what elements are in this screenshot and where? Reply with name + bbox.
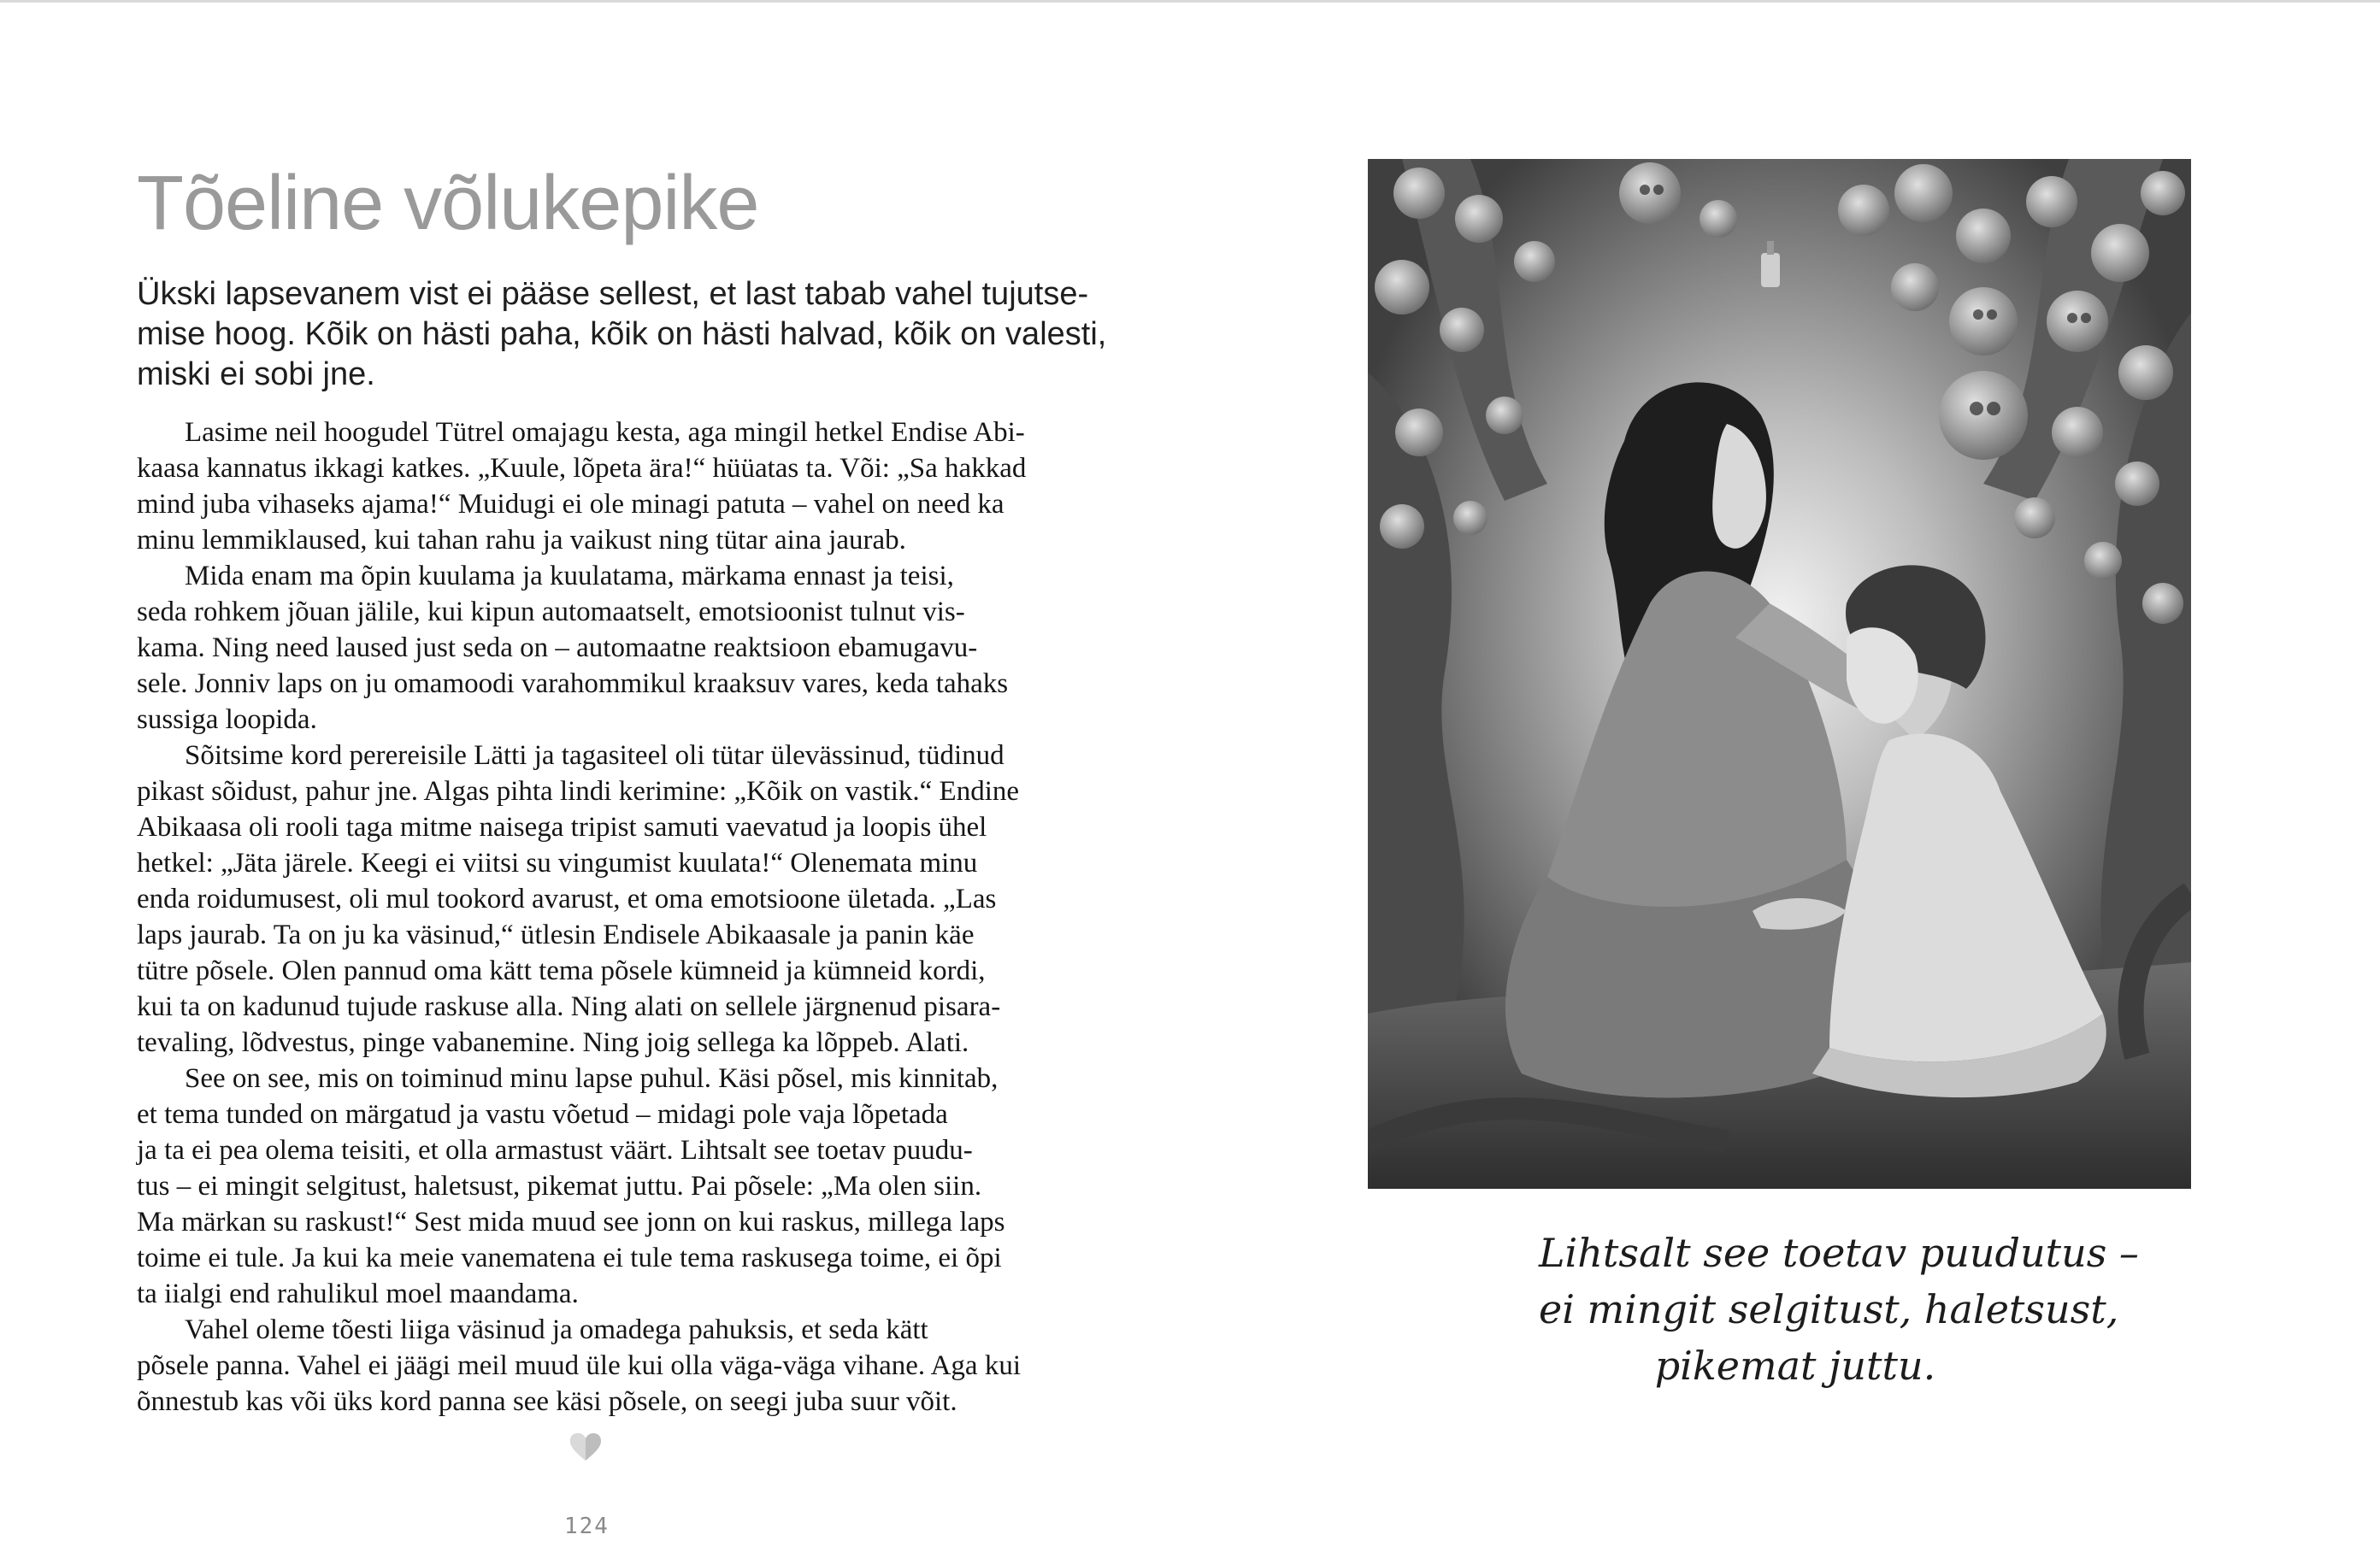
lede-paragraph (137, 274, 1107, 395)
lede-line: miski ei sobi jne. (137, 356, 375, 392)
chapter-title: Tõeline võlukepike (137, 161, 759, 246)
caption-line: ei mingit selgitust, haletsust, (1539, 1286, 2119, 1332)
body-line: tevaling, lõdvestus, pinge vabanemine. Ning joig sellega ka lõppeb. Alati. (137, 1027, 969, 1058)
body-line: pikast sõidust, pahur jne. Algas pihta lindi kerimine: „Kõik on vastik.“ Endine (137, 776, 1020, 807)
body-line: enda roidumusest, oli mul tookord avarust, et oma emotsioone ületada. „Las (137, 884, 997, 914)
body-line: ja ta ei pea olema teisiti, et olla armastust väärt. Lihtsalt see toetav puudu- (137, 1135, 973, 1166)
body-line: sussiga loopida. (137, 704, 317, 735)
body-line: kama. Ning need laused just seda on – automaatne reaktsioon ebamugavu- (137, 632, 978, 663)
mother-and-child-illustration (1368, 159, 2191, 1189)
body-line: kaasa kannatus ikkagi katkes. „Kuule, lõpeta ära!“ hüüatas ta. Või: „Sa hakkad (137, 453, 1027, 484)
caption-line: Lihtsalt see toetav puudutus – (1539, 1230, 2139, 1276)
caption-line: pikemat juttu. (1654, 1343, 1936, 1389)
caption (1539, 1225, 2139, 1394)
body-line: sele. Jonniv laps on ju omamoodi varahommikul kraaksuv vares, keda tahaks (137, 668, 1009, 699)
lede-line: mise hoog. Kõik on hästi paha, kõik on hästi halvad, kõik on valesti, (137, 316, 1107, 352)
body-line: õnnestub kas või üks kord panna see käsi põsele, on seegi juba suur võit. (137, 1386, 957, 1417)
body-line: mind juba vihaseks ajama!“ Muidugi ei ole minagi patuta – vahel on need ka (137, 489, 1004, 520)
body-text (137, 414, 1094, 1420)
page-number: 124 (564, 1514, 610, 1539)
body-line: Lasime neil hoogudel Tütrel omajagu kesta, aga mingil hetkel Endise Abi- (185, 417, 1025, 448)
left-page (137, 3, 1107, 1558)
body-line: põsele panna. Vahel ei jäägi meil muud üle kui olla väga-väga vihane. Aga kui (137, 1350, 1021, 1381)
heart-icon (568, 1432, 603, 1462)
body-line: toime ei tule. Ja kui ka meie vanematena ei tule tema raskusega toime, ei õpi (137, 1243, 1002, 1273)
body-line: et tema tunded on märgatud ja vastu võetud – midagi pole vaja lõpetada (137, 1099, 948, 1130)
lede-line: Ükski lapsevanem vist ei pääse sellest, et last tabab vahel tujutse- (137, 276, 1089, 312)
body-line: Vahel oleme tõesti liiga väsinud ja omadega pahuksis, et seda kätt (185, 1314, 928, 1345)
body-line: seda rohkem jõuan jälile, kui kipun automaatselt, emotsioonist tulnut vis- (137, 597, 965, 627)
body-line: minu lemmiklaused, kui tahan rahu ja vaikust ning tütar aina jaurab. (137, 525, 906, 556)
body-line: ta iialgi end rahulikul moel maandama. (137, 1279, 579, 1309)
body-line: laps jaurab. Ta on ju ka väsinud,“ ütlesin Endisele Abikaasale ja panin käe (137, 920, 975, 950)
body-line: Mida enam ma õpin kuulama ja kuulatama, märkama ennast ja teisi, (185, 561, 954, 591)
body-line: kui ta on kadunud tujude raskuse alla. Ning alati on sellele järgnenud pisara- (137, 991, 1001, 1022)
body-line: Ma märkan su raskust!“ Sest mida muud see jonn on kui raskus, millega laps (137, 1207, 1005, 1238)
body-line: tus – ei mingit selgitust, haletsust, pikemat juttu. Pai põsele: „Ma olen siin. (137, 1171, 982, 1202)
body-line: See on see, mis on toiminud minu lapse puhul. Käsi põsel, mis kinnitab, (185, 1063, 999, 1094)
body-line: Abikaasa oli rooli taga mitme naisega tripist samuti vaevatud ja loopis ühel (137, 812, 987, 843)
body-line: hetkel: „Jäta järele. Keegi ei viitsi su vingumist kuulata!“ Olenemata minu (137, 848, 978, 879)
body-line: Sõitsime kord perereisile Lätti ja tagasiteel oli tütar ülevässinud, tüdinud (185, 740, 1004, 771)
right-page (1368, 3, 2380, 1558)
body-line: tütre põsele. Olen pannud oma kätt tema põsele kümneid ja kümneid kordi, (137, 955, 986, 986)
